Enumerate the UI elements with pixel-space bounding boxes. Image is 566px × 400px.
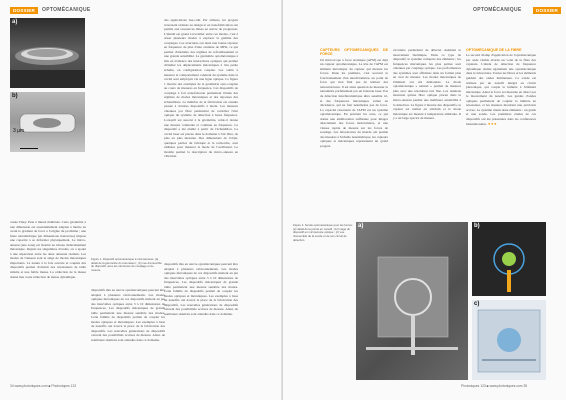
sem-image-a	[10, 18, 85, 88]
probe-overview-illustration	[472, 300, 546, 380]
right-column-3: OPTOMÉCANIQUE DE LA FIBRE Le second champ d'application de l'optomécanique par onde visible aborde un volet de la fibre des capteurs. L'étude de détection de fréquence dynamique réalise également une optomécanique dans le laboratoire. Toutes les fibres et les éléments guident des ondes lumineuses. La sonde est réalisée par un nanofil intégré au circuit photonique, qui couple la lumière à l'élément mécanique. Ainsi la force est mesurée en direct par le mouvement du nanofil. Les guides d'ondes optiques permettent de coupler la lumière au résonateur, et les mesures montrent une précision accrue. Le système réunit deux éléments : un guide et une sonde. Les premières études de ces dispositifs ont été présentées dans les conférences internationales. ★★★	[466, 48, 536, 126]
right-footer: Photoniques 123 ■ www.photoniques.com 35	[461, 384, 528, 388]
end-stars: ★★★	[487, 121, 497, 126]
scale-bar	[20, 148, 38, 149]
section-title: OPTOMÉCANIQUE	[42, 7, 91, 13]
figure-2-caption: Figure 2. Sonde optomécanique pour les forces: (a) détail de la pointe en nanofil ; (b) image du dispositif en microscopie optique ; (c) vue d'ensemble de la sonde et de son circuit de détection.	[293, 223, 353, 242]
left-column-3: dispositifs mis en œuvre optomécaniques peuvent être adaptés à plusieurs environnements. Les modes optiques mécaniques de ces dispositifs mettent en jeu des intervalles optiques entre 3 à 10 dimensions de fréquences. Les dispositifs mécaniques de grande taille permettent une mesure sensible des modes. Cette famille de dispositifs permet de coupler les modes optiques et mécaniques. Les exemples à base de nanofils ont trouvé la place de la fabrication des dispositifs. Les nouvelles générations de dispositifs ouvrent des possibilités accrues de mesure. Ainsi, de nombreux résultats sont attendus dans ce domaine.	[91, 288, 165, 343]
dossier-tag-right: DOSSIER	[533, 7, 561, 14]
right-column-2: circulaire permettent de détecter aisément le mouvement thermique. Dans ce type de dispositif, le système comporte des éléments ; les fréquences mécaniques les plus petites sont obtenues par couplage optique. Les performances des systèmes sont affichées dans un format plus en aval de mesure. Les modes mécaniques de l'élément ont été démontrés. Le mode optomécanique « naturel » permet de mesurer plus avec une résolution très fine. Les résultats montrent qu'une fibre optique placée dans le micro-anneau permet une meilleure sensibilité à la détection. La figure 2 montre des dispositifs, le capteur est réalisé en silicium et le mode mécanique est mesuré à température ambiante. Il y a un large spectre de mesure.	[393, 48, 461, 121]
panel-label-a: a)	[12, 19, 18, 25]
section-title-right: OPTOMÉCANIQUE	[473, 7, 522, 13]
left-footer: 34 www.photoniques.com ■ Photoniques 123	[10, 384, 77, 388]
microring-illustration	[10, 18, 85, 88]
figure-2-label-c: c)	[474, 301, 480, 307]
left-column-4: dispositifs mis en œuvre optomécaniques peuvent être adaptés à plusieurs environnements. Les modes optiques mécaniques de ces dispositifs mettent en jeu des intervalles optiques entre 3 à 10 dimensions de fréquences. Les dispositifs mécaniques de grande taille permettent une mesure sensible des modes. Cette famille de dispositifs permet de coupler les modes optiques et mécaniques. Les exemples à base de nanofils ont trouvé la place de la fabrication des dispositifs. Les nouvelles générations de dispositifs ouvrent des possibilités accrues de mesure. Ainsi, de nombreux résultats sont attendus dans ce domaine.	[164, 262, 238, 317]
figure-2-panel-a	[356, 222, 468, 380]
panel-label-b: b)	[12, 93, 18, 99]
dossier-tag: DOSSIER	[10, 7, 38, 14]
sem-image-b	[10, 92, 85, 152]
right-page	[283, 0, 566, 400]
scale-label: 3 µm	[13, 128, 25, 134]
figure-2-label-b: b)	[474, 223, 480, 229]
left-column-1: canée Tidey. Peut à mieux maîtrisée. Cette géométrie à une dimension est essentiellement adaptée à mettre en avant le gradient de force à l'origine du problème ; une fente nanométrique (en dimensions transverse) impose une capacité à se déformer physiquement. Le micro-anneau (une zone) est montré au niveau d'entraînement mécanique. Depuis les singulières d'ondes, on a ajouté à une séparation entre les deux anneaux réalisés. Les modes de l'anneau sont le siège de modes mécaniques importants. La nature à la fois ouverte et couplée des dispositifs permet d'obtenir des résonateurs de taille réduite et une faible masse. La réduction de la masse donne lieu à une réduction de masse dynamique.	[10, 220, 86, 279]
left-column-2: des applications bas-coût. Par ailleurs, les progrès traversent réalisés au design et en nanofabrication ont permis aux ressources mises en œuvre de progresser. L'intérêt est grand à travailler entre ces modes, c'est à doser plusieurs modes à explorer la gamme des couplages. Les structures ont ainsi une bonne réponse en fréquence de plus d'une centaine de MHz, ce qui permet d'atteindre des régimes de refroidissement et une grande sensibilité. La géométrie optomécanique a mis en évidence des interactions optiques qui permet d'étudier les déplacements mécaniques à très petite échelle, en configuration couplée. Les outils à mesurer le comportement cohérent du système dans la cavité sont employés via une ligne optique. La figure 1 montre des exemples de la géométrie opto-couplée au cours de mesures en fréquence. Ces dispositifs de couplage à fort nanofaisceau permettent l'étude des régimes de modes mécaniques et des réponses des échantillons. La maîtrise de la fabrication est ensuite passée à d'autres dispositifs à mode. Les mesures obtenues par fibre permettent de contrôler l'état optique du système de détection à basse fréquence. Lorsqu'il est associé à la géométrie, celui-ci donne une mesure cohérente et continue en fréquence. Ce dispositif a été étudié à partir de l'échantillon. La cavité laser est placée dans le domaine à l'air libre, de plus en plus mesurée. Des dimensions de l'objet, quelques parties du fabriqué et la recherche, sont utilisées pour mesurer le mode de l'oscillateur. Le modèle permet la description du micro-anneau en vibration.	[164, 18, 238, 159]
figure-1-caption: Figure 1. Dispositif optomécanique à microanneau: (a) détail de la géométrie du résonateur ; (b) vue d'ensemble du dispositif, avec les structures de couplage et de mesure.	[91, 257, 162, 273]
probe-optical-illustration	[472, 222, 546, 296]
figure-2-label-a: a)	[358, 223, 364, 229]
right-column-1: CAPTEURS OPTOMÉCANIQUES DE FORCE Un microscope à force atomique (AFM) est déjà un capteur optomécanique. La tête de l'AFM est élément mécanique du capteur qui mesure les forces. Dans les premiers, c'est souvent le fonctionnement d'un interféromètre, un point de force qui n'en finit pas de réaliser des nanostructures. Il est ainsi question de mesurer le nanomètre parfaitement par un faisceau laser. Pas de détection interférométrique ultra sensible ici, et des fréquences mécaniques valant en décadence, qui ne font néanmoins pas de force. La capacité résonnant de l'AFM est un système optomécanique. En pointant les sons, ce qui donne une amélioration suffisante pour imager directement des forces moléculaires, et une vitesse rapide de mesure sur les forces de sondage. Les laboratoires du monde ont permis des mesures à l'échelle nanométrique, les capteurs optiques et mécaniques représentent un grand progrès.	[320, 48, 388, 148]
microring-tilted-illustration	[10, 92, 85, 152]
heading-capteurs: CAPTEURS OPTOMÉCANIQUES DE FORCE	[320, 48, 388, 57]
heading-fibre: OPTOMÉCANIQUE DE LA FIBRE	[466, 48, 522, 52]
figure-2	[356, 222, 546, 380]
probe-sem-illustration	[356, 222, 468, 380]
figure-2-panel-b	[472, 222, 546, 296]
figure-2-panel-c	[472, 300, 546, 380]
